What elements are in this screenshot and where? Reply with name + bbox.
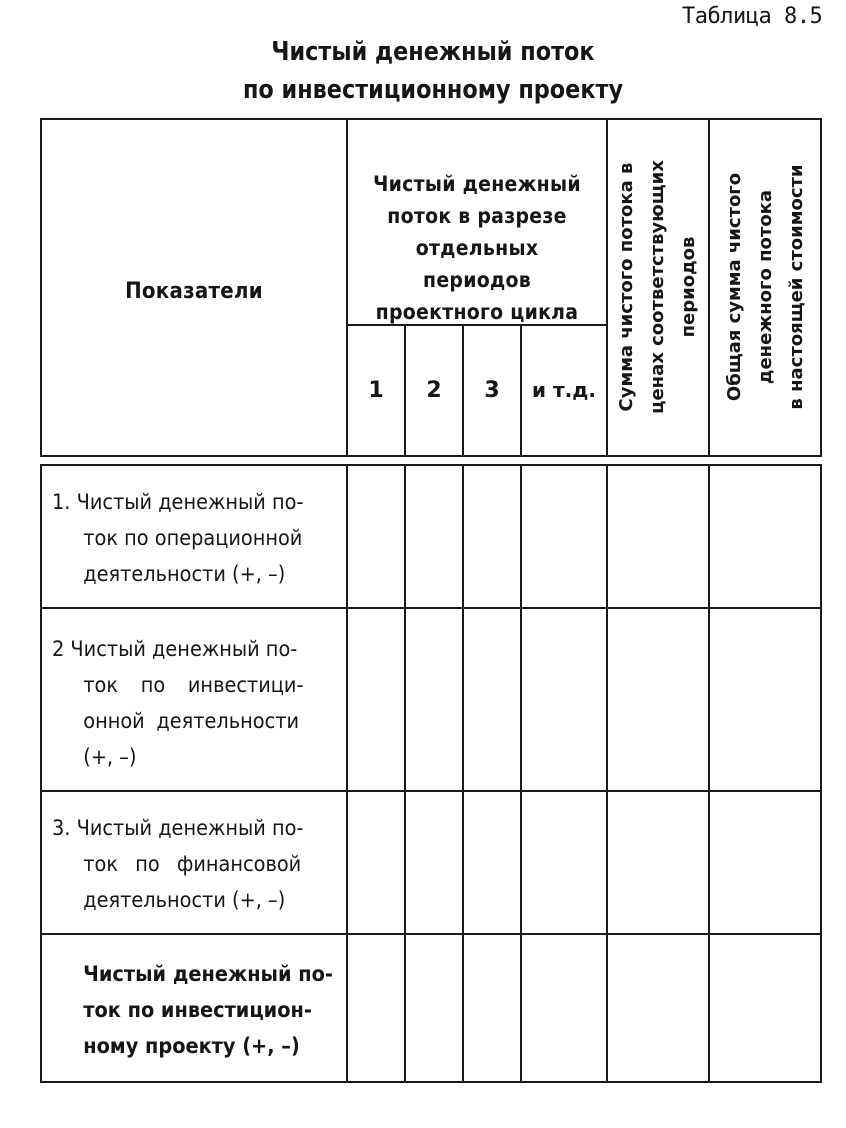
row-label-line: 3. Чистый денежный по- bbox=[52, 816, 304, 840]
sum-current-line: ценах соответствующих bbox=[647, 160, 668, 414]
body-divider bbox=[346, 464, 348, 1083]
column-header-period-etc: и т.д. bbox=[532, 378, 596, 402]
row-label-line: 2 Чистый денежный по- bbox=[52, 637, 298, 661]
header-divider bbox=[606, 118, 608, 457]
table-title-line-2: по инвестиционному проекту bbox=[242, 75, 624, 105]
table-row-financing bbox=[52, 810, 332, 918]
column-header-period-1: 1 bbox=[368, 378, 384, 403]
row-divider bbox=[40, 790, 822, 792]
row-label-line: Чистый денежный по- bbox=[83, 962, 333, 986]
row-label-line: ток по инвестици- bbox=[83, 673, 304, 697]
period-group-line: Чистый денежный bbox=[373, 172, 581, 196]
table-row-total-project bbox=[52, 956, 332, 1064]
table-number-label: Таблица 8.5 bbox=[682, 4, 823, 29]
sum-current-line: периодов bbox=[678, 236, 699, 338]
row-label-line: ток по финансовой bbox=[83, 852, 302, 876]
row-label-line: (+, –) bbox=[83, 745, 137, 769]
row-divider bbox=[40, 933, 822, 935]
period-group-line: отдельных периодов bbox=[415, 236, 539, 292]
sum-current-line: Сумма чистого потока в bbox=[616, 162, 637, 412]
sum-present-line: денежного потока bbox=[755, 189, 776, 385]
row-label-line: ток по инвестицион- bbox=[83, 998, 312, 1022]
period-group-line: поток в разрезе bbox=[387, 204, 567, 228]
sum-present-line: Общая сумма чистого bbox=[724, 172, 745, 402]
row-label-line: ному проекту (+, –) bbox=[83, 1034, 300, 1058]
table-row-operating bbox=[52, 484, 332, 592]
body-divider bbox=[462, 464, 464, 1083]
row-label-line: ток по операционной bbox=[83, 526, 303, 550]
header-divider bbox=[708, 118, 710, 457]
row-label-line: 1. Чистый денежный по- bbox=[52, 490, 304, 514]
body-divider bbox=[520, 464, 522, 1083]
body-divider bbox=[708, 464, 710, 1083]
row-label-line: онной деятельности bbox=[83, 709, 300, 733]
period-group-line: проектного цикла bbox=[375, 300, 579, 324]
row-label-line: деятельности (+, –) bbox=[83, 562, 286, 586]
column-header-indicators: Показатели bbox=[125, 279, 263, 304]
sum-present-line: в настоящей стоимости bbox=[786, 164, 807, 410]
table-title-line-1: Чистый денежный поток bbox=[271, 37, 595, 67]
column-header-period-2: 2 bbox=[426, 378, 442, 403]
table-row-investing bbox=[52, 631, 332, 775]
row-label-line: деятельности (+, –) bbox=[83, 888, 286, 912]
body-divider bbox=[404, 464, 406, 1083]
column-header-period-group bbox=[361, 168, 593, 328]
row-divider bbox=[40, 607, 822, 609]
column-header-sum-current-prices bbox=[611, 127, 705, 447]
body-divider bbox=[606, 464, 608, 1083]
header-divider bbox=[346, 118, 348, 457]
column-header-period-3: 3 bbox=[484, 378, 500, 403]
column-header-sum-present-value bbox=[719, 127, 813, 447]
